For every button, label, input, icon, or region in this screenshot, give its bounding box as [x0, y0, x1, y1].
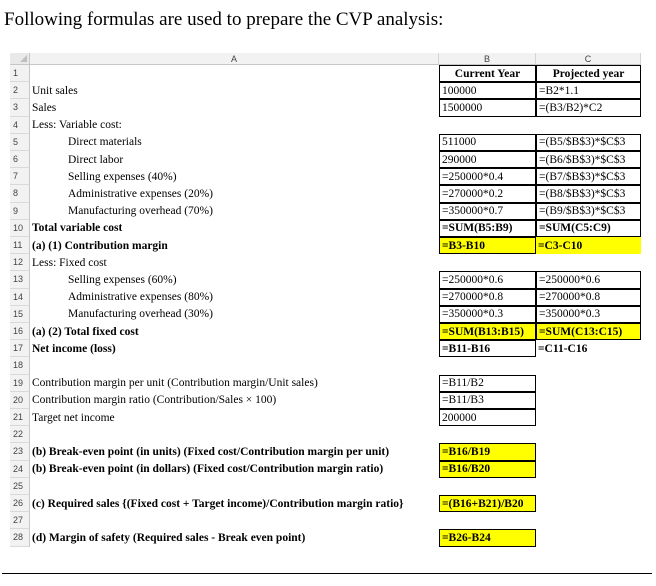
cell-c[interactable]: =350000*0.3 [536, 306, 641, 323]
cell-c[interactable] [536, 254, 641, 271]
cell-c[interactable] [536, 443, 641, 460]
cell-c[interactable]: =(B6/$B$3)*$C$3 [536, 151, 641, 168]
sheet-row [10, 529, 647, 546]
sheet-row [10, 134, 647, 151]
row-number[interactable]: 19 [10, 375, 30, 392]
sheet-row [10, 478, 647, 495]
cell-a[interactable]: Selling expenses (60%) [68, 273, 177, 286]
cell-a[interactable]: Less: Variable cost: [32, 119, 122, 132]
cell-a[interactable]: Target net income [32, 411, 115, 424]
row-number[interactable]: 26 [10, 495, 30, 512]
cell-c[interactable]: =SUM(C5:C9) [536, 220, 641, 237]
row-number[interactable]: 27 [10, 512, 30, 529]
cell-c[interactable] [536, 512, 641, 529]
cell-c[interactable]: =(B8/$B$3)*$C$3 [536, 185, 641, 202]
cell-a[interactable]: Manufacturing overhead (70%) [68, 205, 213, 218]
cell-b[interactable]: =B11-B16 [439, 340, 536, 357]
cell-a[interactable]: Contribution margin ratio (Contribution/Sales × 100) [32, 394, 277, 407]
cell-b[interactable]: 100000 [439, 82, 536, 99]
cell-b[interactable] [439, 426, 536, 443]
cell-b[interactable]: =B26-B24 [439, 529, 536, 546]
row-number[interactable]: 8 [10, 185, 30, 202]
cell-a[interactable]: Selling expenses (40%) [68, 170, 177, 183]
cell-b[interactable] [439, 117, 536, 134]
row-number[interactable]: 9 [10, 203, 30, 220]
cell-c[interactable]: =SUM(C13:C15) [536, 323, 641, 340]
page-heading: Following formulas are used to prepare the CVP analysis: [4, 9, 444, 30]
cell-a[interactable] [30, 426, 439, 443]
cell-c[interactable] [536, 495, 641, 512]
sheet-row [10, 82, 647, 99]
sheet-row [10, 289, 647, 306]
row-number[interactable]: 23 [10, 443, 30, 460]
cell-b[interactable]: =SUM(B5:B9) [439, 220, 536, 237]
row-number[interactable]: 12 [10, 254, 30, 271]
sheet-row [10, 203, 647, 220]
cell-c[interactable] [536, 461, 641, 478]
cell-a[interactable] [30, 512, 439, 529]
sheet-row [10, 340, 647, 357]
cell-c[interactable]: =250000*0.6 [536, 271, 641, 288]
spreadsheet [10, 53, 647, 551]
cell-c[interactable]: =(B5/$B$3)*$C$3 [536, 134, 641, 151]
cell-b[interactable] [439, 478, 536, 495]
sheet-row [10, 254, 647, 271]
sheet-row [10, 495, 647, 512]
sheet-row [10, 151, 647, 168]
row-number[interactable]: 7 [10, 168, 30, 185]
cell-a[interactable]: Direct materials [68, 136, 142, 149]
row-number[interactable]: 5 [10, 134, 30, 151]
row-number[interactable]: 2 [10, 82, 30, 99]
cell-c[interactable]: =B2*1.1 [536, 82, 641, 99]
cell-c[interactable] [536, 357, 641, 374]
cell-b[interactable] [439, 254, 536, 271]
cell-b[interactable]: =B11/B2 [439, 375, 536, 392]
cell-a[interactable]: Contribution margin per unit (Contribution margin/Unit sales) [32, 377, 318, 390]
cell-b[interactable]: =270000*0.2 [439, 185, 536, 202]
cell-c[interactable]: =(B9/$B$3)*$C$3 [536, 203, 641, 220]
row-number[interactable]: 1 [10, 65, 30, 82]
sheet-row [10, 65, 647, 82]
row-number[interactable]: 18 [10, 357, 30, 374]
cell-b[interactable]: =B16/B20 [439, 461, 536, 478]
cell-a[interactable]: Manufacturing overhead (30%) [68, 308, 213, 321]
cell-b[interactable]: =270000*0.8 [439, 289, 536, 306]
cell-b[interactable]: 290000 [439, 151, 536, 168]
cell-a[interactable]: Administrative expenses (20%) [68, 187, 213, 200]
sheet-row [10, 271, 647, 288]
cell-a[interactable]: (c) Required sales {(Fixed cost + Target income)/Contribution margin ratio} [32, 497, 404, 510]
cell-a[interactable]: Net income (loss) [32, 342, 116, 355]
cell-a[interactable]: Direct labor [68, 153, 124, 166]
cell-a[interactable]: Unit sales [32, 84, 78, 97]
bottom-rule [2, 573, 652, 574]
cell-b[interactable]: =B11/B3 [439, 392, 536, 409]
cell-b[interactable]: =B3-B10 [439, 237, 536, 254]
column-header-c[interactable]: C [536, 53, 641, 65]
cell-c[interactable]: =C11-C16 [538, 342, 588, 355]
row-number[interactable]: 16 [10, 323, 30, 340]
cell-a[interactable] [30, 65, 439, 82]
column-header-a[interactable]: A [30, 53, 439, 65]
sheet-row [10, 461, 647, 478]
sheet-row [10, 323, 647, 340]
row-number[interactable]: 25 [10, 478, 30, 495]
row-number[interactable]: 20 [10, 392, 30, 409]
cell-c[interactable]: Projected year [536, 65, 641, 82]
cell-a[interactable]: (d) Margin of safety (Required sales - Break even point) [32, 531, 306, 544]
cell-b[interactable] [439, 357, 536, 374]
sheet-row [10, 185, 647, 202]
cell-a[interactable]: Administrative expenses (80%) [68, 291, 213, 304]
cell-a[interactable]: (a) (2) Total fixed cost [32, 325, 139, 338]
row-number[interactable]: 14 [10, 289, 30, 306]
sheet-row [10, 392, 647, 409]
cell-b[interactable]: 200000 [439, 409, 536, 426]
row-number[interactable]: 22 [10, 426, 30, 443]
cell-c[interactable] [536, 426, 641, 443]
cell-b[interactable]: 511000 [439, 134, 536, 151]
sheet-row [10, 426, 647, 443]
sheet-row [10, 168, 647, 185]
row-number[interactable]: 13 [10, 271, 30, 288]
sheet-row [10, 357, 647, 374]
sheet-row [10, 237, 647, 254]
select-all-corner[interactable] [10, 53, 30, 65]
sheet-row [10, 99, 647, 116]
cell-b[interactable]: =250000*0.6 [439, 271, 536, 288]
cell-a[interactable]: (b) Break-even point (in units) (Fixed cost/Contribution margin per unit) [32, 445, 390, 458]
cell-a[interactable]: (b) Break-even point (in dollars) (Fixed cost/Contribution margin ratio) [32, 463, 384, 476]
cell-b[interactable]: Current Year [439, 65, 536, 82]
cell-a[interactable]: Less: Fixed cost [32, 256, 107, 269]
row-number[interactable]: 11 [10, 237, 30, 254]
row-number[interactable]: 3 [10, 99, 30, 116]
cell-a[interactable]: Total variable cost [32, 222, 123, 235]
cell-a[interactable]: (a) (1) Contribution margin [32, 239, 168, 252]
cell-a[interactable] [30, 357, 439, 374]
sheet-row [10, 512, 647, 529]
cell-b[interactable]: =B16/B19 [439, 443, 536, 460]
row-number[interactable]: 15 [10, 306, 30, 323]
cell-a[interactable] [30, 478, 439, 495]
row-number[interactable]: 17 [10, 340, 30, 357]
cell-c[interactable] [536, 478, 641, 495]
row-number[interactable]: 21 [10, 409, 30, 426]
cell-c[interactable] [536, 409, 641, 426]
cell-c[interactable] [536, 392, 641, 409]
cell-b[interactable]: =250000*0.4 [439, 168, 536, 185]
cell-c[interactable] [536, 529, 641, 546]
sheet-row [10, 306, 647, 323]
sheet-row [10, 220, 647, 237]
cell-c[interactable]: =C3-C10 [536, 237, 641, 254]
cell-c[interactable] [536, 117, 641, 134]
row-number[interactable]: 24 [10, 461, 30, 478]
row-number[interactable]: 6 [10, 151, 30, 168]
cell-c[interactable] [536, 375, 641, 392]
cell-b[interactable]: =350000*0.7 [439, 203, 536, 220]
row-number[interactable]: 10 [10, 220, 30, 237]
cell-c[interactable]: =(B7/$B$3)*$C$3 [536, 168, 641, 185]
cell-b[interactable]: =350000*0.3 [439, 306, 536, 323]
cell-b[interactable]: 1500000 [439, 99, 536, 116]
cell-b[interactable]: =SUM(B13:B15) [439, 323, 536, 340]
column-header-b[interactable]: B [439, 53, 536, 65]
cell-c[interactable]: =270000*0.8 [536, 289, 641, 306]
row-number[interactable]: 4 [10, 117, 30, 134]
sheet-row [10, 117, 647, 134]
cell-b[interactable] [439, 512, 536, 529]
cell-a[interactable]: Sales [32, 101, 57, 114]
row-number[interactable]: 28 [10, 529, 30, 546]
cell-b[interactable]: =(B16+B21)/B20 [439, 495, 536, 512]
sheet-row [10, 443, 647, 460]
cell-c[interactable]: =(B3/B2)*C2 [536, 99, 641, 116]
sheet-row [10, 375, 647, 392]
sheet-row [10, 409, 647, 426]
